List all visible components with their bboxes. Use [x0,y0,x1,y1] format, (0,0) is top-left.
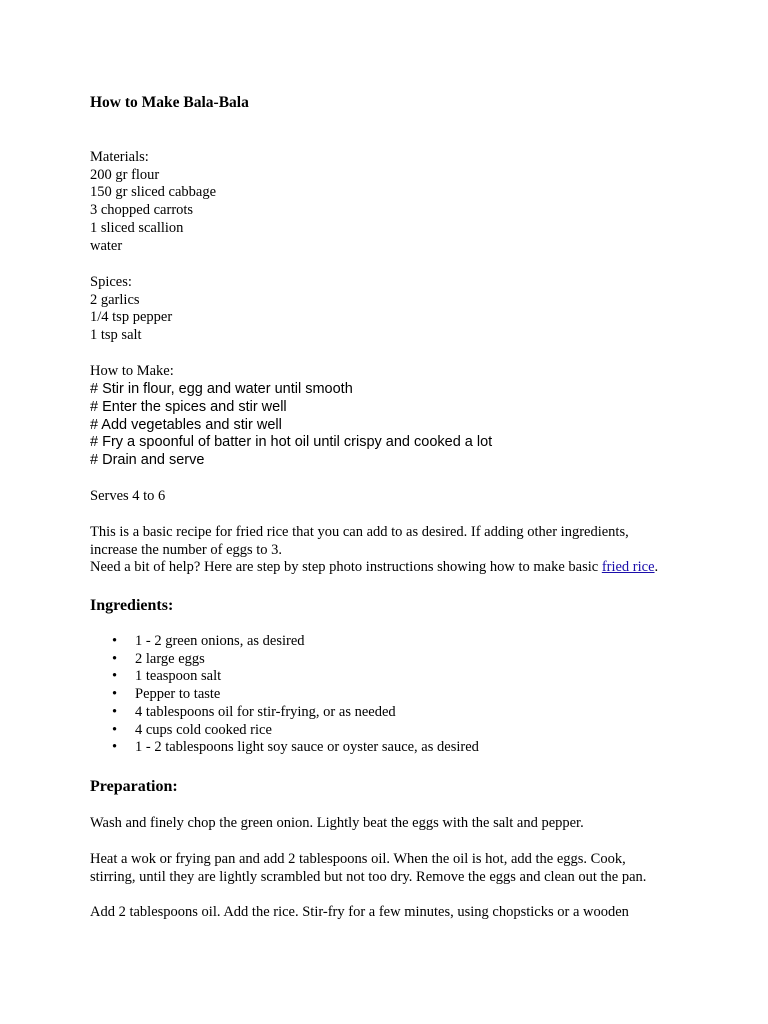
material-item: 3 chopped carrots [90,202,194,219]
bullet-icon: • [112,650,118,667]
how-to-heading: How to Make: [90,363,174,379]
ingredient-text: 1 - 2 green onions, as desired [135,633,305,649]
how-to-step: # Stir in flour, egg and water until smooth [90,380,353,397]
ingredient-text: Pepper to taste [135,686,221,703]
ingredients-heading: Ingredients: [90,597,174,614]
spice-item: 2 garlics [90,291,140,308]
intro-help-text: Need a bit of help? Here are step by step photo instructions showing how to make basic [90,559,602,576]
fried-rice-link[interactable]: fried rice [601,559,655,576]
preparation-line: Heat a wok or frying pan and add 2 tablespoons oil. When the oil is hot, add the eggs. Cook, [90,851,626,867]
spices-section [90,274,172,345]
ingredient-text: 4 cups cold cooked rice [135,721,272,738]
how-to-step: # Add vegetables and stir well [90,416,282,433]
material-item: water [90,237,123,254]
how-to-step: # Enter the spices and stir well [90,398,287,415]
intro-help-period: . [654,559,659,576]
page-title: How to Make Bala-Bala [90,94,249,111]
material-item: 1 sliced scallion [90,219,184,236]
list-item [90,686,479,704]
bullet-icon: • [112,739,118,756]
ingredients-list [90,633,479,757]
serves-text: Serves 4 to 6 [90,488,166,504]
spice-item: 1/4 tsp pepper [90,309,173,326]
intro-help-line [90,559,730,577]
bullet-icon: • [112,721,118,738]
preparation-paragraph [90,851,730,886]
list-item [90,668,479,686]
intro-paragraph [90,524,730,577]
how-to-section [90,363,492,470]
list-item [90,633,479,651]
ingredient-text: 2 large eggs [135,650,205,667]
bullet-icon: • [112,633,118,649]
ingredient-text: 4 tablespoons oil for stir-frying, or as needed [135,703,396,720]
materials-section [90,149,216,255]
preparation-paragraph [90,904,730,922]
preparation-line: Add 2 tablespoons oil. Add the rice. Stir-fry for a few minutes, using chopsticks or a wooden [90,904,629,920]
bullet-icon: • [112,703,118,720]
how-to-step: # Drain and serve [90,452,205,469]
materials-heading: Materials: [90,149,149,165]
spices-heading: Spices: [90,274,132,290]
material-item: 200 gr flour [90,166,160,183]
ingredient-text: 1 teaspoon salt [135,668,222,685]
material-item: 150 gr sliced cabbage [90,184,217,201]
ingredient-text: 1 - 2 tablespoons light soy sauce or oyster sauce, as desired [135,739,479,756]
bullet-icon: • [112,686,118,703]
how-to-step: # Fry a spoonful of batter in hot oil until crispy and cooked a lot [90,434,493,451]
bullet-icon: • [112,668,118,685]
preparation-heading: Preparation: [90,778,178,795]
preparation-line: stirring, until they are lightly scrambled but not too dry. Remove the eggs and clean out the pan. [90,868,647,885]
list-item [90,704,479,722]
list-item [90,651,479,669]
intro-line: increase the number of eggs to 3. [90,541,283,558]
intro-line: This is a basic recipe for fried rice that you can add to as desired. If adding other ingredients, [90,524,629,540]
preparation-paragraph: Wash and finely chop the green onion. Lightly beat the eggs with the salt and pepper. [90,815,584,831]
list-item [90,739,479,757]
spice-item: 1 tsp salt [90,327,142,344]
list-item [90,722,479,740]
